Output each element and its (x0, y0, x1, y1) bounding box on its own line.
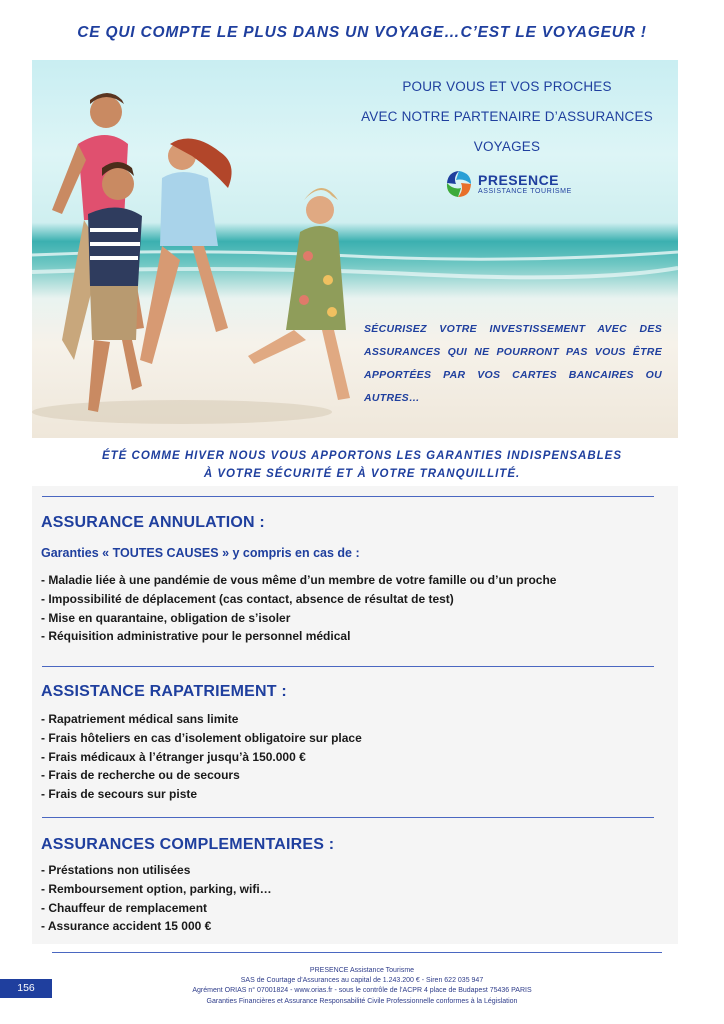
presence-swirl-icon (444, 168, 474, 200)
hero-image (32, 60, 678, 438)
annulation-list (41, 571, 556, 646)
partner-line: POUR VOUS ET VOS PROCHES (402, 79, 612, 94)
list-item: - Chauffeur de remplacement (41, 900, 208, 915)
page-number: 156 (0, 979, 52, 998)
section-title-annulation: ASSURANCE ANNULATION : (41, 514, 265, 531)
footer-divider (52, 952, 662, 953)
girl-figure (248, 188, 350, 400)
footer (150, 966, 574, 1007)
list-item: - Frais hôteliers en cas d’isolement obligatoire sur place (41, 730, 362, 745)
footer-line: Garanties Financières et Assurance Responsabilité Civile Professionnelle conformes à la Législation (206, 997, 518, 1005)
hero-note: SÉCURISEZ VOTRE INVESTISSEMENT AVEC DES ASSURANCES QUI NE POURRONT PAS VOUS ÊTRE APPORTÉES PAR VOS CARTES BANCAIRES OU AUTRES… (364, 323, 662, 404)
logo-brand: PRESENCE (478, 172, 560, 188)
list-item: - Frais de secours sur piste (41, 787, 198, 802)
divider (42, 817, 654, 818)
footer-line: PRESENCE Assistance Tourisme (309, 967, 415, 974)
section-title-complementaires: ASSURANCES COMPLEMENTAIRES : (41, 836, 335, 853)
subline (0, 447, 724, 483)
list-item: - Maladie liée à une pandémie de vous même d’un membre de votre famille ou d’un proche (41, 573, 557, 587)
complementaires-list (41, 861, 272, 936)
subline-line: ÉTÉ COMME HIVER NOUS VOUS APPORTONS LES GARANTIES INDISPENSABLES (101, 450, 623, 462)
list-item: - Mise en quarantaine, obligation de s’isoler (41, 610, 291, 625)
list-item: - Préstations non utilisées (41, 863, 191, 877)
list-item: - Réquisition administrative pour le personnel médical (41, 629, 351, 644)
divider (42, 496, 654, 497)
footer-line: Agrément ORIAS n° 07001824 - www.orias.fr - sous le contrôle de l’ACPR 4 place de Budapest 75436 PARIS (192, 987, 532, 995)
list-item: - Assurance accident 15 000 € (41, 919, 212, 934)
partner-line: AVEC NOTRE PARTENAIRE D’ASSURANCES (361, 109, 653, 124)
list-item: - Frais de recherche ou de secours (41, 768, 240, 783)
presence-logo (444, 168, 584, 200)
divider (42, 666, 654, 667)
page-headline: CE QUI COMPTE LE PLUS DANS UN VOYAGE…C’EST LE VOYAGEUR ! (77, 24, 647, 41)
footer-line: SAS de Courtage d’Assurances au capital de 1.243.200 € - Siren 622 035 947 (240, 977, 484, 985)
section-title-rapatriement: ASSISTANCE RAPATRIEMENT : (41, 683, 287, 700)
partner-line: VOYAGES (473, 139, 541, 154)
rapatriement-list (41, 710, 362, 804)
list-item: - Rapatriement médical sans limite (41, 712, 239, 726)
partner-text (350, 72, 664, 162)
subline-line: À VOTRE SÉCURITÉ ET À VOTRE TRANQUILLITÉ. (203, 468, 521, 480)
logo-tagline: ASSISTANCE TOURISME (478, 188, 572, 195)
list-item: - Remboursement option, parking, wifi… (41, 881, 272, 896)
list-item: - Impossibilité de déplacement (cas contact, absence de résultat de test) (41, 591, 454, 606)
list-item: - Frais médicaux à l’étranger jusqu’à 150.000 € (41, 749, 306, 764)
section-subtitle-annulation: Garanties « TOUTES CAUSES » y compris en cas de : (41, 546, 360, 560)
